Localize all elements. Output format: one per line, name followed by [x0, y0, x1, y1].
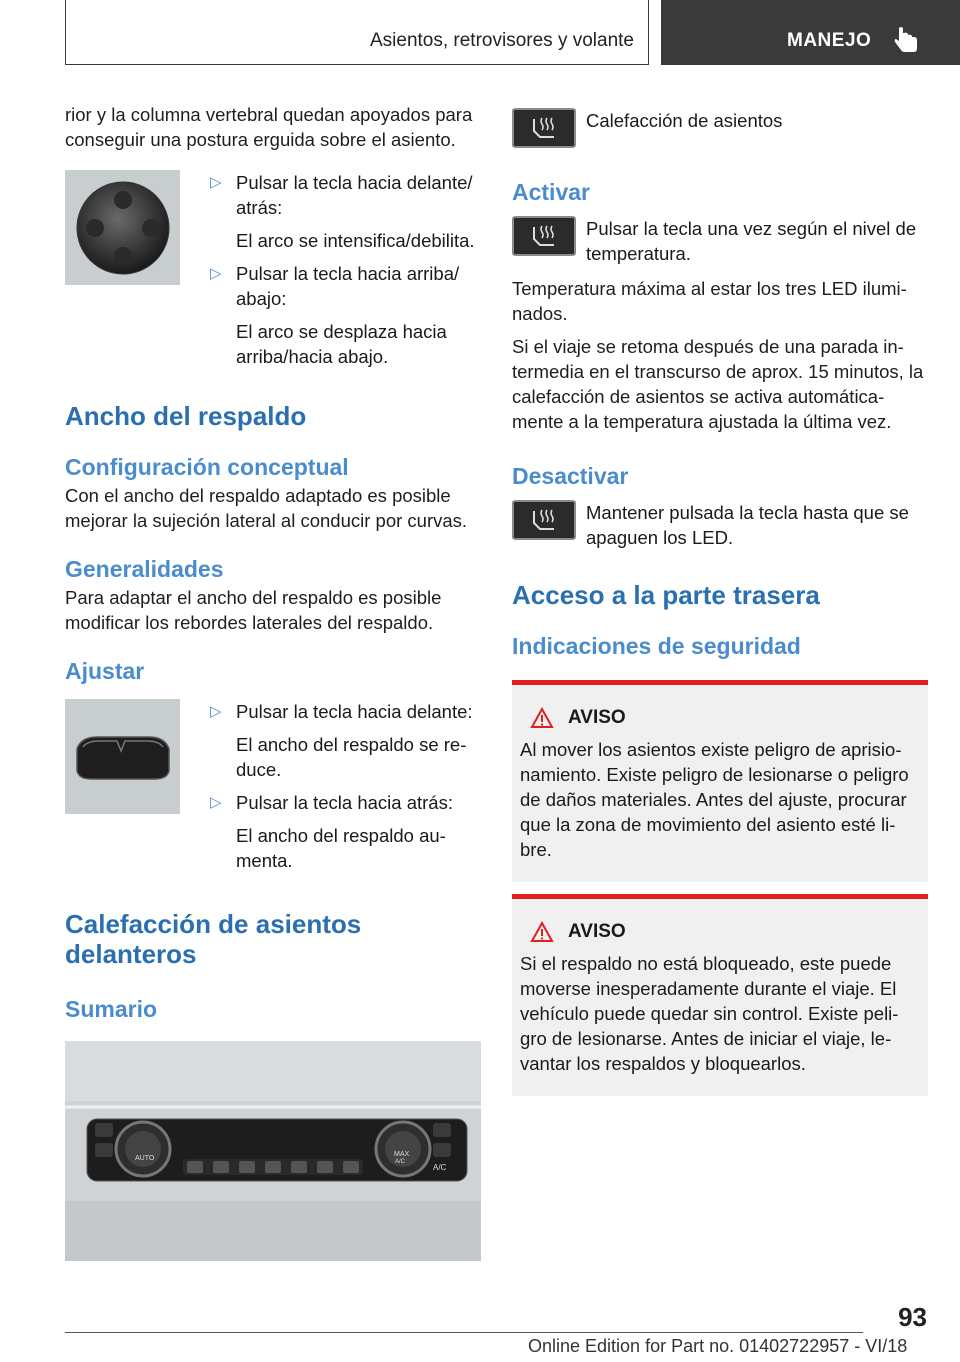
activate-text: Pulsar la tecla una vez según el nivel de temperatura. — [586, 218, 917, 264]
heading-activate: Activar — [512, 179, 590, 205]
seat-heating-icon — [528, 507, 560, 533]
heat-intro-row — [512, 108, 928, 148]
heading-concept: Configuración conceptual — [65, 454, 349, 480]
page-number: 93 — [898, 1302, 927, 1332]
triangle-bullet-icon: ▷ — [210, 703, 222, 720]
resume-paragraph: Si el viaje se retoma después de una parada in- termedia en el transcurso de aprox. 15 minutos, la calefacción de asientos se activa automática- mente a la temperatura ajustada la última vez. — [512, 336, 924, 432]
bullet-result: El arco se intensifica/debilita. — [236, 230, 475, 251]
max-temp-paragraph: Temperatura máxima al estar los tres LED ilumi- nados. — [512, 278, 907, 324]
warning-text: Al mover los asientos existe peligro de aprisio- namiento. Existe peligro de lesionarse o peligro de daños materiales. Antes del ajuste, procurar que la zona de movimiento del asiento esté li- bre. — [520, 739, 909, 860]
width-bullet-list — [204, 699, 481, 873]
bullet-item: ▷ Pulsar la tecla hacia delante/ atrás: — [210, 172, 473, 218]
heat-intro-label: Calefacción de asientos — [586, 110, 783, 131]
lumbar-switch-icon — [75, 180, 171, 276]
heading-front-seat-heating: Calefacción de asientos delanteros — [65, 909, 362, 969]
pointing-hand-icon — [893, 26, 921, 54]
edition-note: Online Edition for Part no. 01402722957 - VI/18 — [528, 1336, 908, 1356]
triangle-bullet-icon: ▷ — [210, 794, 222, 811]
warning-header — [520, 707, 920, 729]
heading-rear-access: Acceso a la parte trasera — [512, 580, 820, 610]
lumbar-bullet-list — [204, 170, 481, 369]
heading-summary: Sumario — [65, 996, 158, 1022]
triangle-bullet-icon: ▷ — [210, 265, 222, 282]
max-label: MAX — [394, 1151, 410, 1158]
section-title: Asientos, retrovisores y volante — [369, 30, 634, 51]
warning-title: AVISO — [568, 707, 626, 728]
deactivate-row — [512, 500, 928, 550]
intro-paragraph: rior y la columna vertebral quedan apoyados para conseguir una postura erguida sobre el asiento. — [65, 104, 473, 150]
warning-box — [512, 680, 928, 882]
climate-panel-figure — [65, 1041, 481, 1261]
heading-deactivate: Desactivar — [512, 463, 629, 489]
lumbar-section — [65, 170, 481, 369]
left-column — [65, 102, 481, 1261]
width-switch-icon — [73, 727, 173, 787]
heading-backrest-width: Ancho del respaldo — [65, 401, 307, 431]
warning-triangle-icon — [530, 921, 554, 943]
bullet-result: El ancho del respaldo se re- duce. — [236, 734, 467, 780]
triangle-bullet-icon: ▷ — [210, 174, 222, 191]
heading-adjust: Ajustar — [65, 658, 145, 684]
ac-small-label: A/C — [395, 1159, 406, 1165]
activate-row — [512, 216, 928, 266]
seat-heating-button-figure — [512, 500, 576, 540]
concept-paragraph: Con el ancho del respaldo adaptado es posible mejorar la sujeción lateral al conducir por curvas. — [65, 485, 468, 531]
climate-panel-illustration — [65, 1041, 481, 1261]
bullet-result: El arco se desplaza hacia arriba/hacia abajo. — [236, 321, 447, 367]
warning-header — [520, 921, 920, 943]
seat-heating-button-figure — [512, 216, 576, 256]
deactivate-text: Mantener pulsada la tecla hasta que se apaguen los LED. — [586, 502, 909, 548]
right-column — [512, 102, 928, 1096]
warning-box — [512, 894, 928, 1096]
heading-general: Generalidades — [65, 556, 224, 582]
warning-title: AVISO — [568, 921, 626, 942]
ac-label: A/C — [433, 1163, 447, 1172]
lumbar-control-figure — [65, 170, 180, 285]
bullet-result: El ancho del respaldo au- menta. — [236, 825, 446, 871]
seat-heating-icon — [528, 115, 560, 141]
width-control-figure — [65, 699, 180, 814]
seat-heating-button-figure — [512, 108, 576, 148]
running-header — [65, 0, 649, 65]
bullet-item: ▷ Pulsar la tecla hacia delante: — [210, 701, 473, 722]
warning-triangle-icon — [530, 707, 554, 729]
seat-heating-icon — [528, 223, 560, 249]
width-adjust-section — [65, 699, 481, 873]
warning-text: Si el respaldo no está bloqueado, este puede moverse inesperadamente durante el viaje. El vehículo puede quedar sin control. Existe peli- gro de lesionarse. Antes de iniciar el viaje, le- vantar los respaldos y bloquearlos. — [520, 953, 899, 1074]
heading-safety: Indicaciones de seguridad — [512, 633, 801, 659]
chapter-title: MANEJO — [787, 30, 872, 51]
bullet-item: ▷ Pulsar la tecla hacia arriba/ abajo: — [210, 263, 460, 309]
general-paragraph: Para adaptar el ancho del respaldo es posible modificar los rebordes laterales del respaldo. — [65, 587, 442, 633]
footer-rule — [65, 1332, 863, 1333]
chapter-tab — [661, 0, 960, 65]
bullet-item: ▷ Pulsar la tecla hacia atrás: — [210, 792, 453, 813]
auto-label: AUTO — [135, 1155, 155, 1162]
